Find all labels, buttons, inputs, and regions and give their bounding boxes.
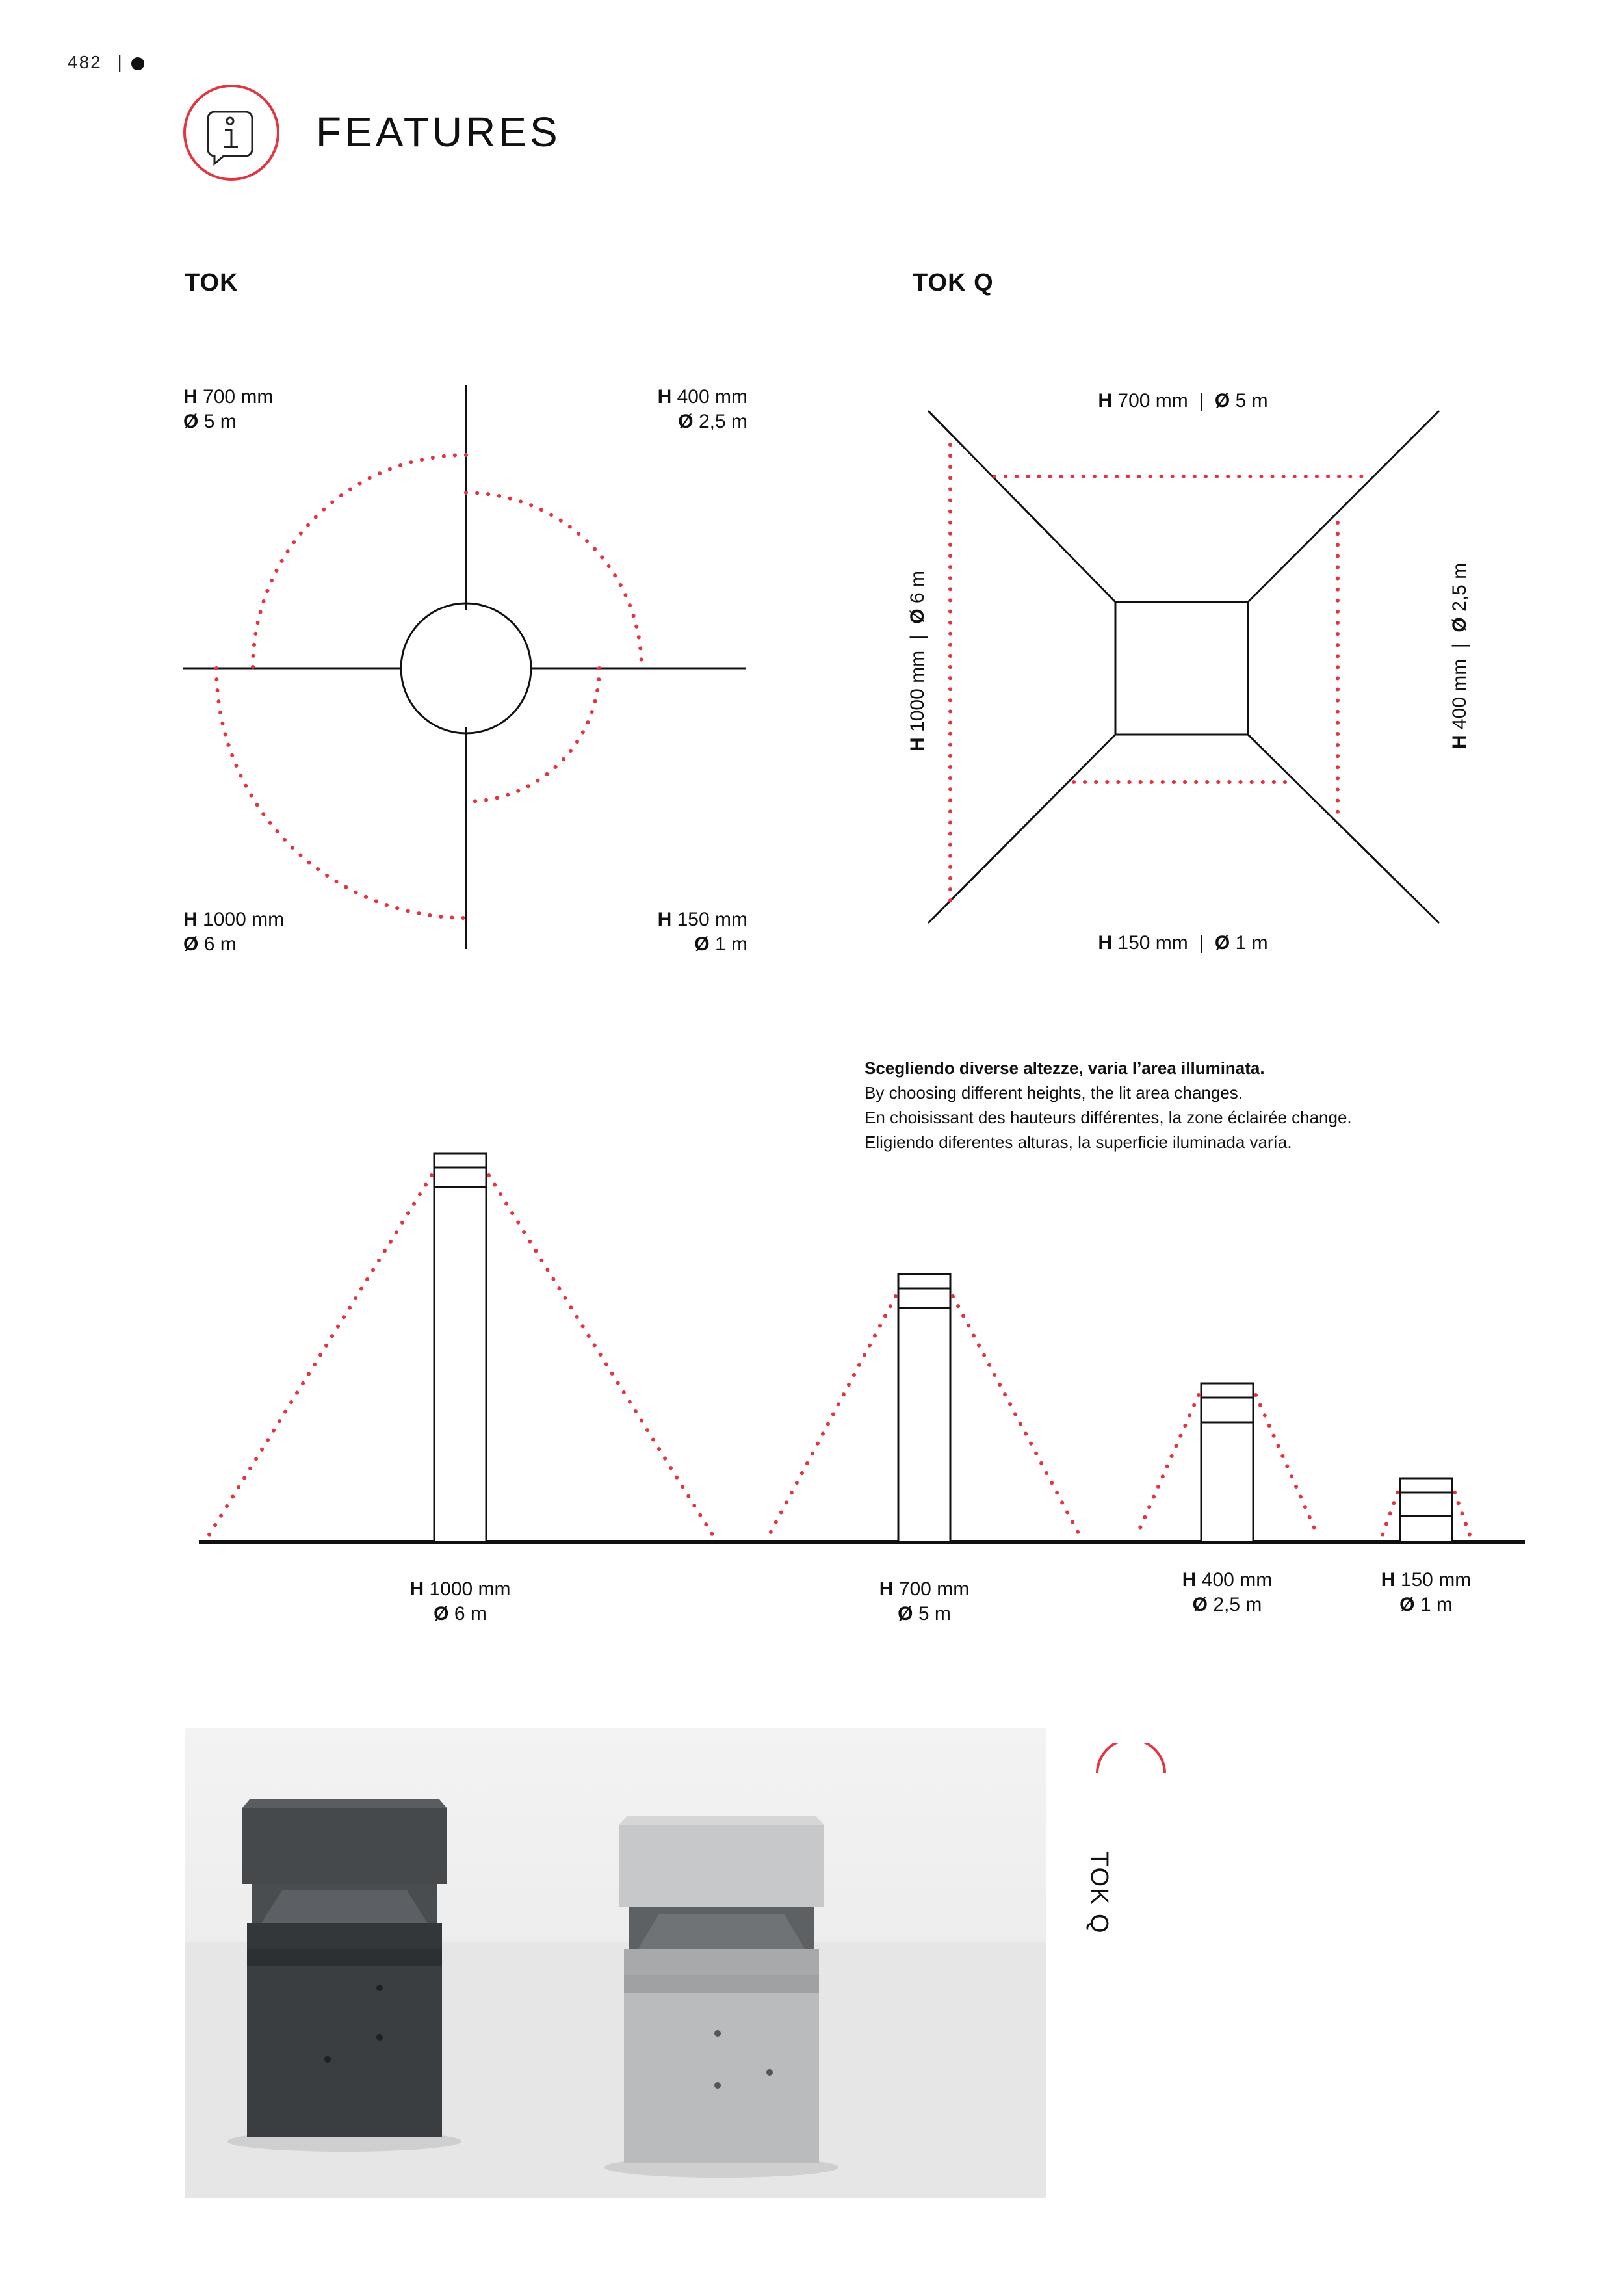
h-value: 700 mm xyxy=(1117,390,1188,411)
note-spanish: Eligiendo diferentes alturas, la superficie iluminada varía. xyxy=(864,1132,1292,1152)
h-value: 150 mm xyxy=(1117,932,1188,954)
bollard-1000 xyxy=(208,1153,714,1542)
d-value: 1 m xyxy=(1235,932,1268,954)
product-tag-label: TOK Q xyxy=(1085,1851,1113,1935)
h-prefix: H xyxy=(1098,390,1113,411)
tok-label-top-left xyxy=(183,385,273,434)
d-prefix: Ø xyxy=(1449,617,1470,633)
h-value: 1000 mm xyxy=(907,650,928,732)
d-prefix: Ø xyxy=(434,1603,449,1624)
d-value: 6 m xyxy=(907,571,928,604)
d-prefix: Ø xyxy=(907,608,928,624)
d-prefix: Ø xyxy=(183,411,199,432)
height-label-1000 xyxy=(395,1577,525,1626)
separator: | xyxy=(1199,390,1204,411)
product-tag xyxy=(1085,1743,1170,1935)
h-prefix: H xyxy=(183,909,198,930)
note-french: En choisissant des hauteurs différentes, la zone éclairée change. xyxy=(864,1108,1352,1127)
h-prefix: H xyxy=(183,386,198,408)
d-prefix: Ø xyxy=(1214,390,1230,411)
d-value: 6 m xyxy=(203,933,237,955)
tok-diagram xyxy=(0,0,1623,975)
d-value: 5 m xyxy=(203,411,237,432)
separator: | xyxy=(1199,932,1204,954)
page-number-separator: | xyxy=(117,52,123,72)
h-value: 400 mm xyxy=(1201,1569,1273,1591)
tok-label-bottom-right xyxy=(585,907,747,957)
h-value: 700 mm xyxy=(203,386,274,408)
d-value: 2,5 m xyxy=(698,411,747,432)
tok-q-label-top xyxy=(1020,389,1345,413)
bollard-700 xyxy=(768,1274,1080,1542)
h-value: 1000 mm xyxy=(429,1578,511,1600)
h-value: 1000 mm xyxy=(203,909,285,930)
heights-diagram xyxy=(0,1105,1623,1560)
tok-label-bottom-left xyxy=(183,907,284,957)
d-value: 2,5 m xyxy=(1449,562,1470,612)
h-prefix: H xyxy=(907,737,928,751)
h-prefix: H xyxy=(1098,932,1113,954)
d-value: 1 m xyxy=(714,933,747,955)
h-prefix: H xyxy=(1449,735,1470,750)
height-label-150 xyxy=(1361,1568,1491,1617)
h-prefix: H xyxy=(879,1578,894,1600)
tag-arc-icon xyxy=(1092,1743,1170,1776)
product-photo xyxy=(185,1728,1046,2198)
note-english: By choosing different heights, the lit area changes. xyxy=(864,1083,1243,1102)
tok-q-label-right xyxy=(1449,545,1471,766)
tok-title: TOK xyxy=(185,269,239,296)
d-value: 5 m xyxy=(918,1603,951,1624)
d-prefix: Ø xyxy=(1192,1594,1208,1615)
d-prefix: Ø xyxy=(898,1603,913,1624)
dark-fixture xyxy=(227,1799,461,2152)
page-number-value: 482 xyxy=(68,52,102,72)
d-prefix: Ø xyxy=(1399,1594,1415,1615)
d-prefix: Ø xyxy=(1214,932,1230,954)
h-value: 150 mm xyxy=(1400,1569,1472,1591)
h-prefix: H xyxy=(1381,1569,1396,1591)
height-label-700 xyxy=(859,1577,989,1626)
d-prefix: Ø xyxy=(183,933,199,955)
h-value: 150 mm xyxy=(677,909,747,930)
d-prefix: Ø xyxy=(678,411,694,432)
tok-label-top-right xyxy=(585,385,747,434)
h-prefix: H xyxy=(409,1578,424,1600)
d-value: 2,5 m xyxy=(1213,1594,1262,1615)
separator: | xyxy=(1449,643,1470,649)
tok-q-label-left xyxy=(907,551,929,772)
h-value: 400 mm xyxy=(1449,659,1470,730)
h-value: 400 mm xyxy=(677,386,747,408)
h-prefix: H xyxy=(657,386,672,408)
h-prefix: H xyxy=(657,909,672,930)
h-prefix: H xyxy=(1182,1569,1197,1591)
h-value: 700 mm xyxy=(898,1578,970,1600)
d-prefix: Ø xyxy=(694,933,710,955)
bollard-400 xyxy=(1136,1383,1318,1542)
tok-q-title: TOK Q xyxy=(913,269,994,296)
separator: | xyxy=(907,634,928,640)
light-fixture xyxy=(604,1816,838,2178)
page-title: FEATURES xyxy=(316,109,561,155)
bollard-150 xyxy=(1382,1478,1470,1542)
note-italian: Scegliendo diverse altezze, varia l’area illuminata. xyxy=(864,1058,1265,1078)
d-value: 5 m xyxy=(1235,390,1268,411)
d-value: 6 m xyxy=(454,1603,487,1624)
height-label-400 xyxy=(1162,1568,1292,1617)
tok-q-label-bottom xyxy=(1020,931,1345,956)
d-value: 1 m xyxy=(1420,1594,1453,1615)
